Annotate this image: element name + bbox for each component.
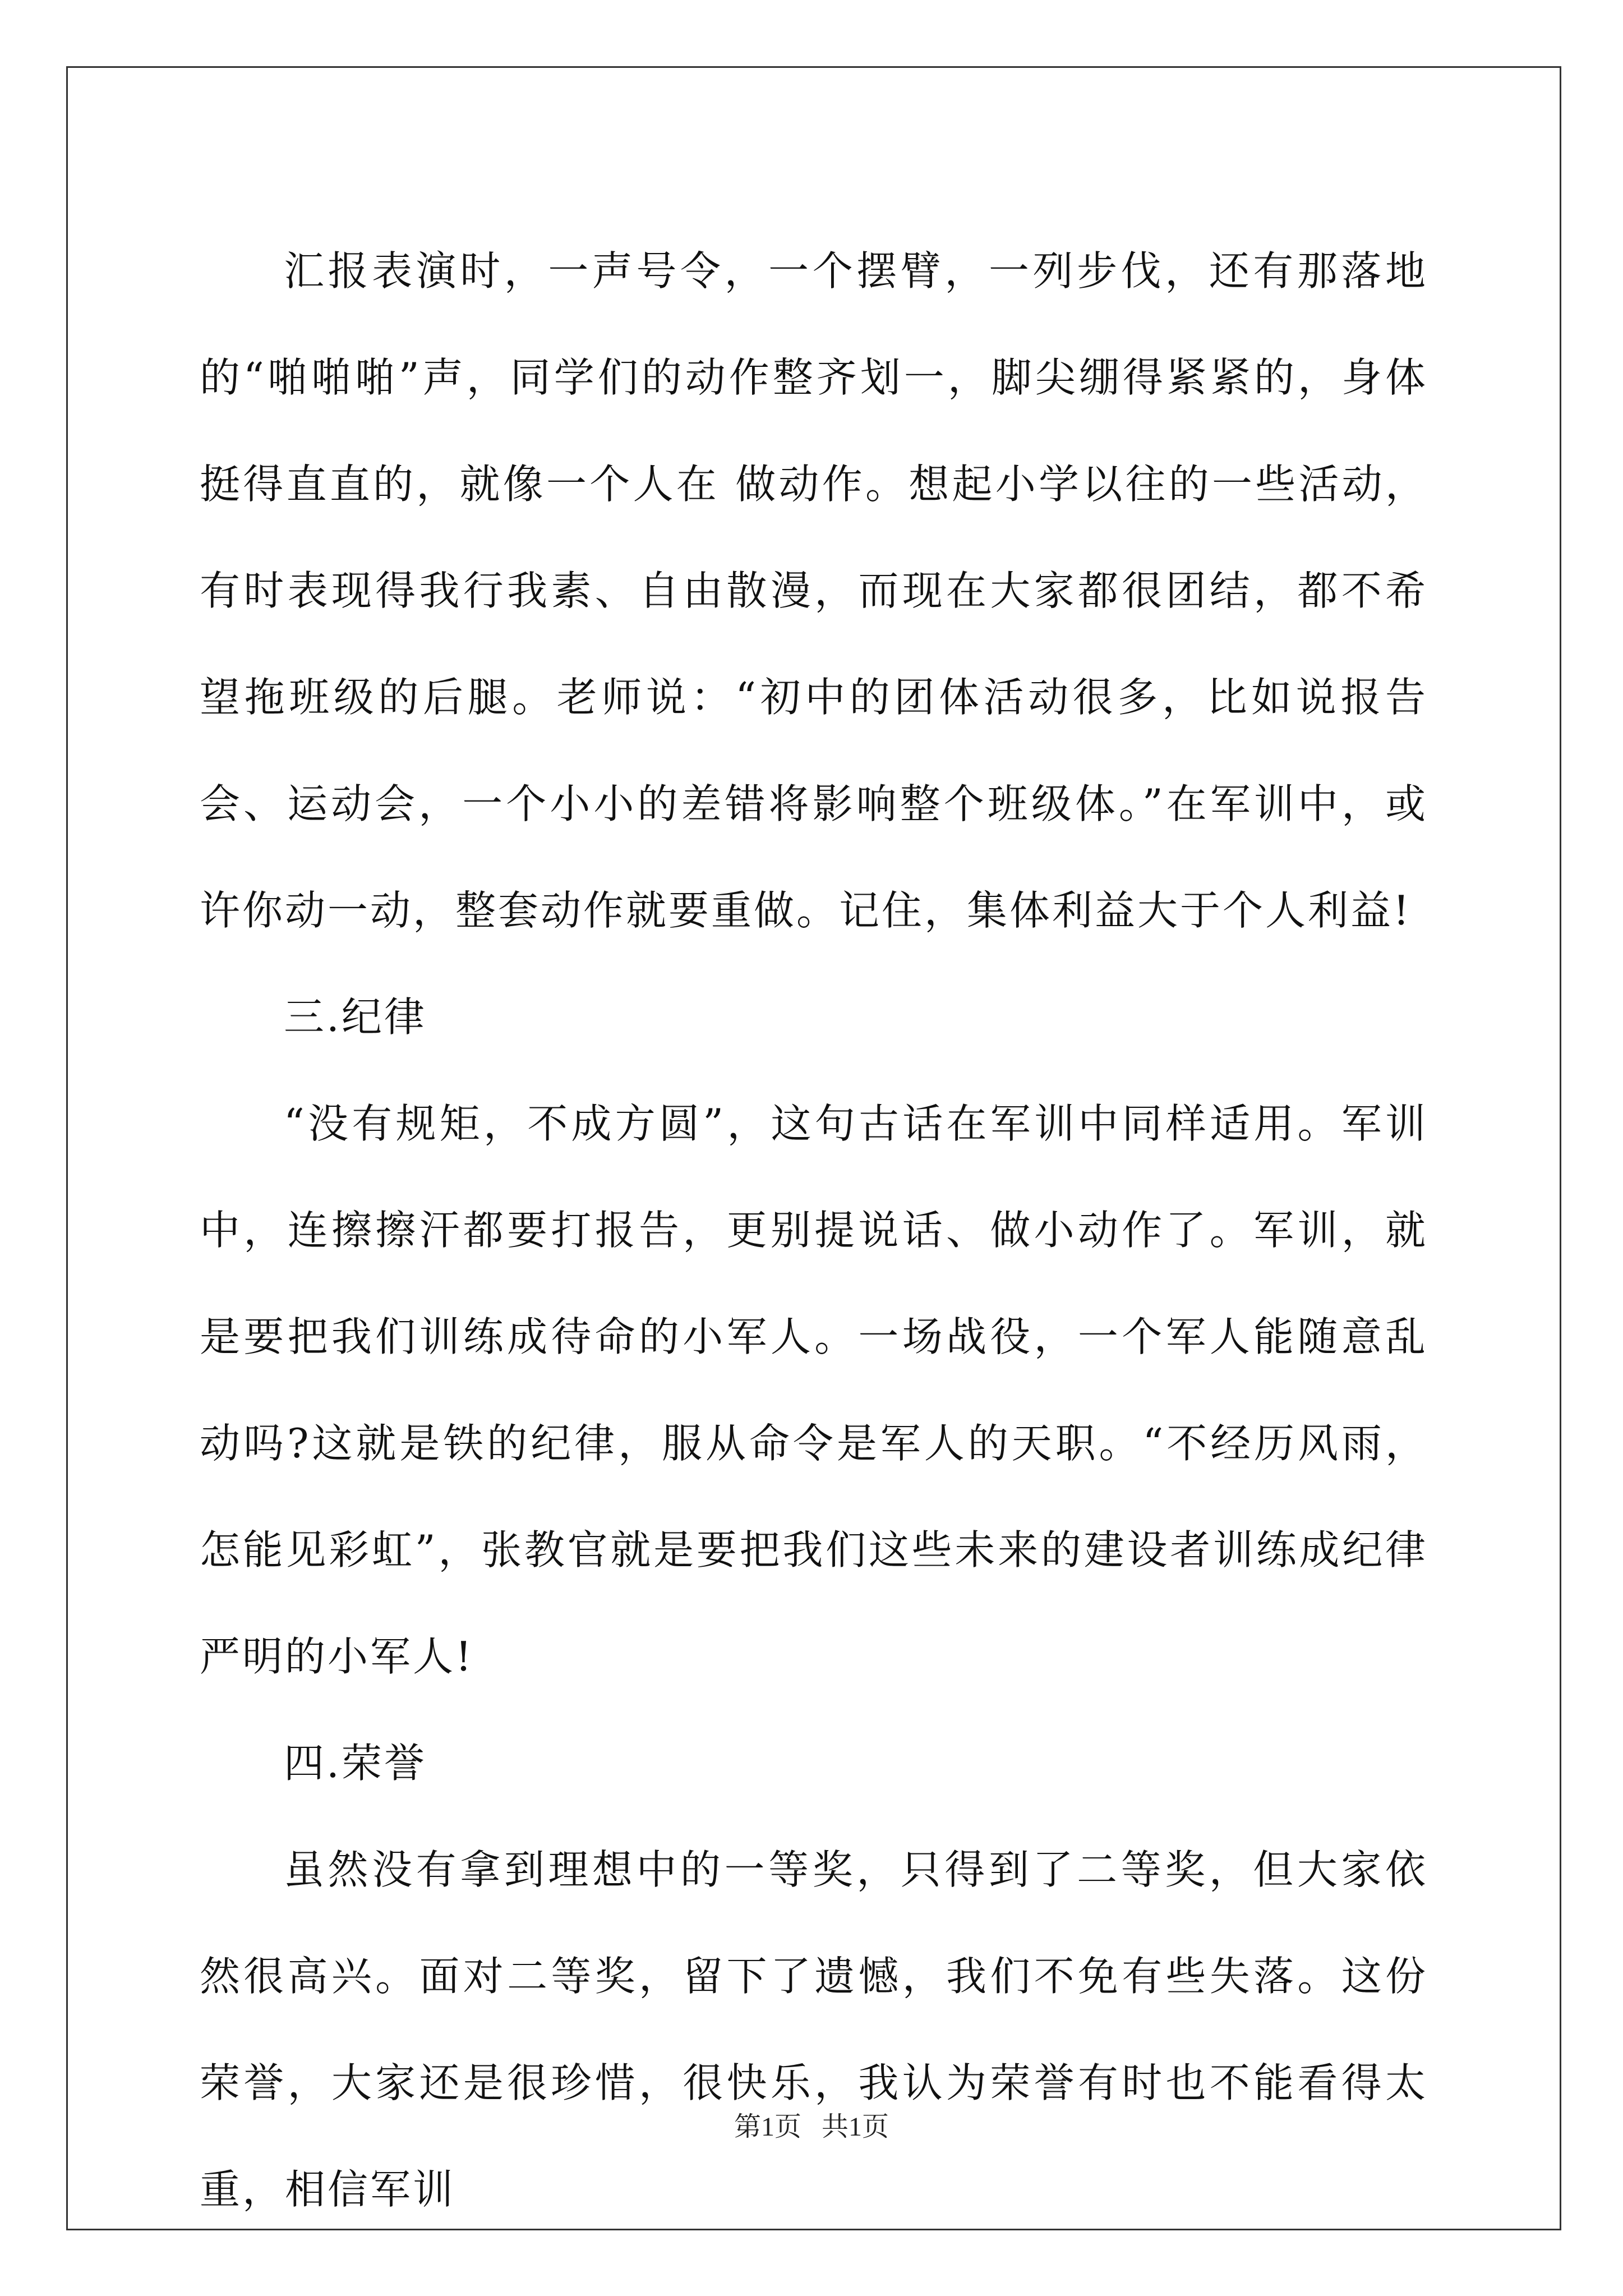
paragraph-honor: 虽然没有拿到理想中的一等奖，只得到了二等奖，但大家依然很高兴。面对二等奖，留下了遗憾，我们不免有些失落。这份荣誉，大家还是很珍惜，很快乐，我认为荣誉有时也不能看得太重，相信军训: [200, 1846, 1428, 2213]
section-heading-honor: 四.荣誉: [284, 1740, 427, 1787]
page-number-footer: 第1页 共1页: [734, 2112, 889, 2142]
paragraph-discipline: “没有规矩，不成方圆”，这句古话在军训中同样适用。军训中，连擦擦汗都要打报告，更别提说话、做小动作了。军训，就是要把我们训练成待命的小军人。一场战役，一个军人能随意乱动吗?这就是铁的纪律，服从命令是军人的天职。“不经历风雨，怎能见彩虹”，张教官就是要把我们这些未来的建设者训练成纪律严明的小军人!: [200, 1100, 1428, 1680]
paragraph-performance: 汇报表演时，一声号令，一个摆臂，一列步伐，还有那落地的“啪啪啪”声，同学们的动作整齐划一，脚尖绷得紧紧的，身体挺得直直的，就像一个人在 做动作。想起小学以往的一些活动，有时表现得我行我素、自由散漫，而现在大家都很团结，都不希望拖班级的后腿。老师说：“初中的团体活动很多，比如说报告会、运动会，一个小小的差错将影响整个班级体。”在军训中，或许你动一动，整套动作就要重做。记住，集体利益大于个人利益!: [200, 247, 1428, 934]
section-heading-discipline: 三.纪律: [284, 993, 427, 1041]
document-body: [200, 218, 1428, 2243]
